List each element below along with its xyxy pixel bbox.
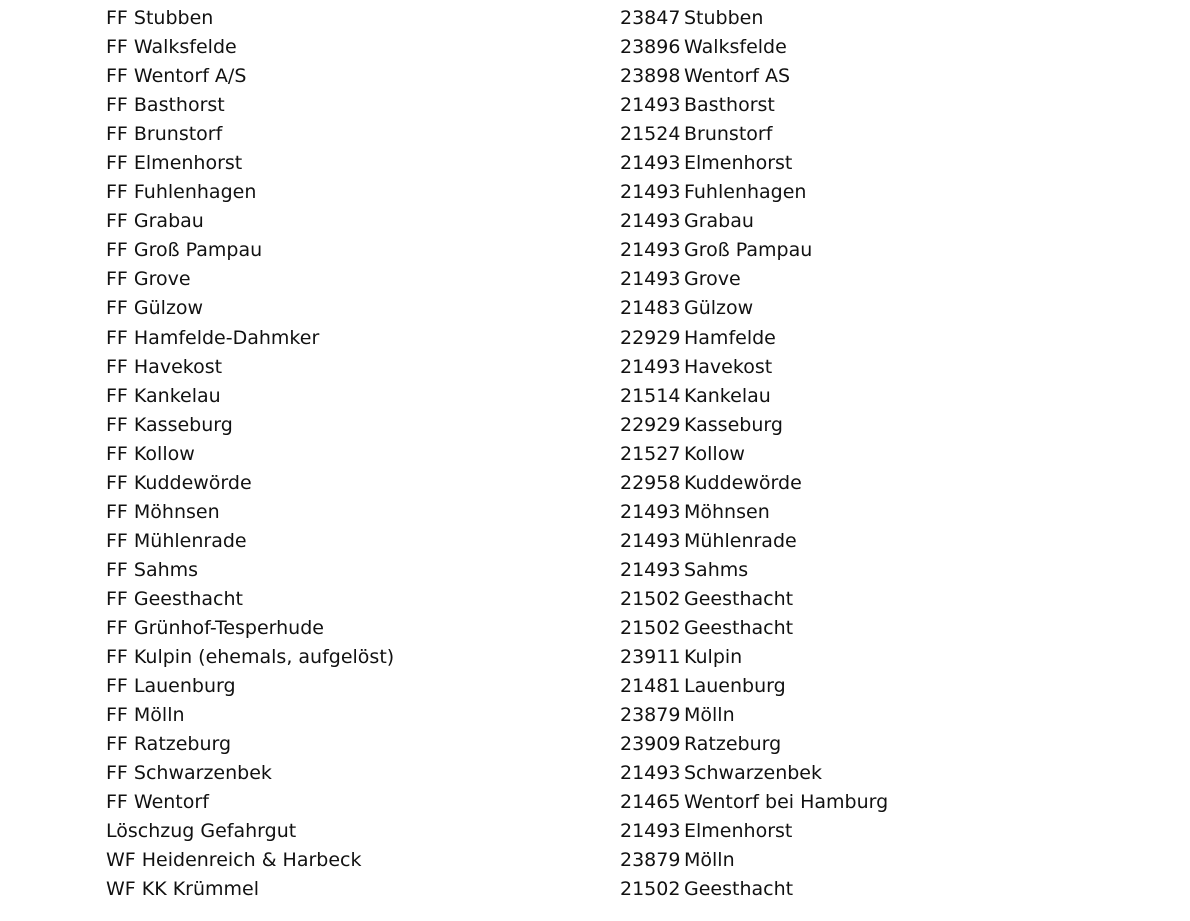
list-row [0,875,1190,904]
list-row [0,440,1190,469]
list-row [0,556,1190,585]
list-row [0,527,1190,556]
city-name: Kollow [684,442,745,465]
brigade-name: FF Geesthacht [106,587,243,610]
brigade-name: FF Brunstorf [106,123,223,146]
list-row [0,585,1190,614]
brigade-name: FF Wentorf [106,791,209,814]
brigade-name: Löschzug Gefahrgut [106,820,297,843]
city-name: Havekost [684,355,773,378]
list-row [0,33,1190,62]
list-row [0,498,1190,527]
list-row [0,353,1190,382]
city-name: Lauenburg [684,675,786,698]
city-name: Kuddewörde [684,471,802,494]
brigade-name: FF Gülzow [106,297,204,320]
postal-code: 21493 [620,268,681,291]
postal-code: 21493 [620,239,681,262]
brigade-name: FF Kollow [106,442,195,465]
postal-code: 21493 [620,529,681,552]
brigade-name: FF Schwarzenbek [106,762,272,785]
list-row [0,614,1190,643]
postal-code: 21493 [620,181,681,204]
postal-code: 21483 [620,297,681,320]
brigade-name: FF Kuddewörde [106,471,252,494]
list-row [0,294,1190,323]
brigade-name: FF Hamfelde-Dahmker [106,326,320,349]
city-name: Walksfelde [684,36,787,59]
list-row [0,265,1190,294]
list-row [0,469,1190,498]
city-name: Grabau [684,210,754,233]
postal-code: 22958 [620,471,681,494]
city-name: Schwarzenbek [684,762,823,785]
brigade-name: FF Kankelau [106,384,221,407]
brigade-name: FF Stubben [106,7,214,29]
postal-code: 21524 [620,123,681,146]
list-row [0,643,1190,672]
brigade-name: FF Grove [106,268,191,291]
city-name: Geesthacht [684,878,794,901]
brigade-name: FF Lauenburg [106,675,236,698]
city-name: Kasseburg [684,413,783,436]
postal-code: 22929 [620,413,681,436]
postal-code: 21493 [620,355,681,378]
list-row [0,178,1190,207]
postal-code: 21502 [620,616,681,639]
list-row [0,4,1190,33]
fire-brigade-list [0,4,1190,904]
brigade-name: FF Wentorf A/S [106,65,247,88]
city-name: Basthorst [684,94,775,117]
brigade-name: FF Kulpin (ehemals, aufgelöst) [106,646,395,669]
city-name: Ratzeburg [684,733,782,756]
postal-code: 21493 [620,500,681,523]
brigade-name: FF Mölln [106,704,185,727]
brigade-name: FF Möhnsen [106,500,220,523]
brigade-name: FF Walksfelde [106,36,237,59]
postal-code: 23896 [620,36,681,59]
postal-code: 21514 [620,384,681,407]
postal-code: 21493 [620,210,681,233]
list-row [0,120,1190,149]
postal-code: 21502 [620,587,681,610]
postal-code: 23847 [620,7,681,29]
brigade-name: FF Havekost [106,355,223,378]
list-row [0,149,1190,178]
list-row [0,324,1190,353]
city-name: Geesthacht [684,616,794,639]
city-name: Groß Pampau [684,239,813,262]
brigade-name: FF Ratzeburg [106,733,232,756]
city-name: Grove [684,268,741,291]
list-row [0,672,1190,701]
city-name: Stubben [684,7,764,29]
city-name: Hamfelde [684,326,776,349]
list-row [0,411,1190,440]
city-name: Kulpin [684,646,743,669]
city-name: Brunstorf [684,123,773,146]
city-name: Sahms [684,558,749,581]
brigade-name: FF Fuhlenhagen [106,181,257,204]
list-row [0,236,1190,265]
brigade-name: FF Elmenhorst [106,152,243,175]
postal-code: 22929 [620,326,681,349]
city-name: Wentorf AS [684,65,791,88]
list-row [0,62,1190,91]
city-name: Kankelau [684,384,771,407]
brigade-name: FF Grünhof-Tesperhude [106,616,324,639]
list-row [0,730,1190,759]
brigade-name: FF Grabau [106,210,204,233]
brigade-name: FF Sahms [106,558,199,581]
city-name: Mühlenrade [684,529,797,552]
list-row [0,846,1190,875]
postal-code: 23898 [620,65,681,88]
list-row [0,701,1190,730]
postal-code: 21493 [620,762,681,785]
postal-code: 21493 [620,94,681,117]
postal-code: 21493 [620,558,681,581]
brigade-name: FF Basthorst [106,94,225,117]
list-row [0,91,1190,120]
postal-code: 21465 [620,791,681,814]
postal-code: 23911 [620,646,681,669]
brigade-name: FF Mühlenrade [106,529,247,552]
city-name: Gülzow [684,297,754,320]
list-row [0,759,1190,788]
city-name: Möhnsen [684,500,770,523]
city-name: Fuhlenhagen [684,181,807,204]
city-name: Mölln [684,849,735,872]
city-name: Wentorf bei Hamburg [684,791,889,814]
postal-code: 21493 [620,152,681,175]
postal-code: 23879 [620,704,681,727]
list-row [0,382,1190,411]
brigade-name: FF Kasseburg [106,413,233,436]
postal-code: 21481 [620,675,681,698]
brigade-name: FF Groß Pampau [106,239,263,262]
list-row [0,207,1190,236]
list-row [0,788,1190,817]
postal-code: 21527 [620,442,681,465]
postal-code: 23879 [620,849,681,872]
postal-code: 21493 [620,820,681,843]
postal-code: 23909 [620,733,681,756]
brigade-name: WF KK Krümmel [106,878,260,901]
city-name: Mölln [684,704,735,727]
list-row [0,817,1190,846]
city-name: Elmenhorst [684,820,793,843]
city-name: Elmenhorst [684,152,793,175]
postal-code: 21502 [620,878,681,901]
brigade-name: WF Heidenreich & Harbeck [106,849,362,872]
city-name: Geesthacht [684,587,794,610]
